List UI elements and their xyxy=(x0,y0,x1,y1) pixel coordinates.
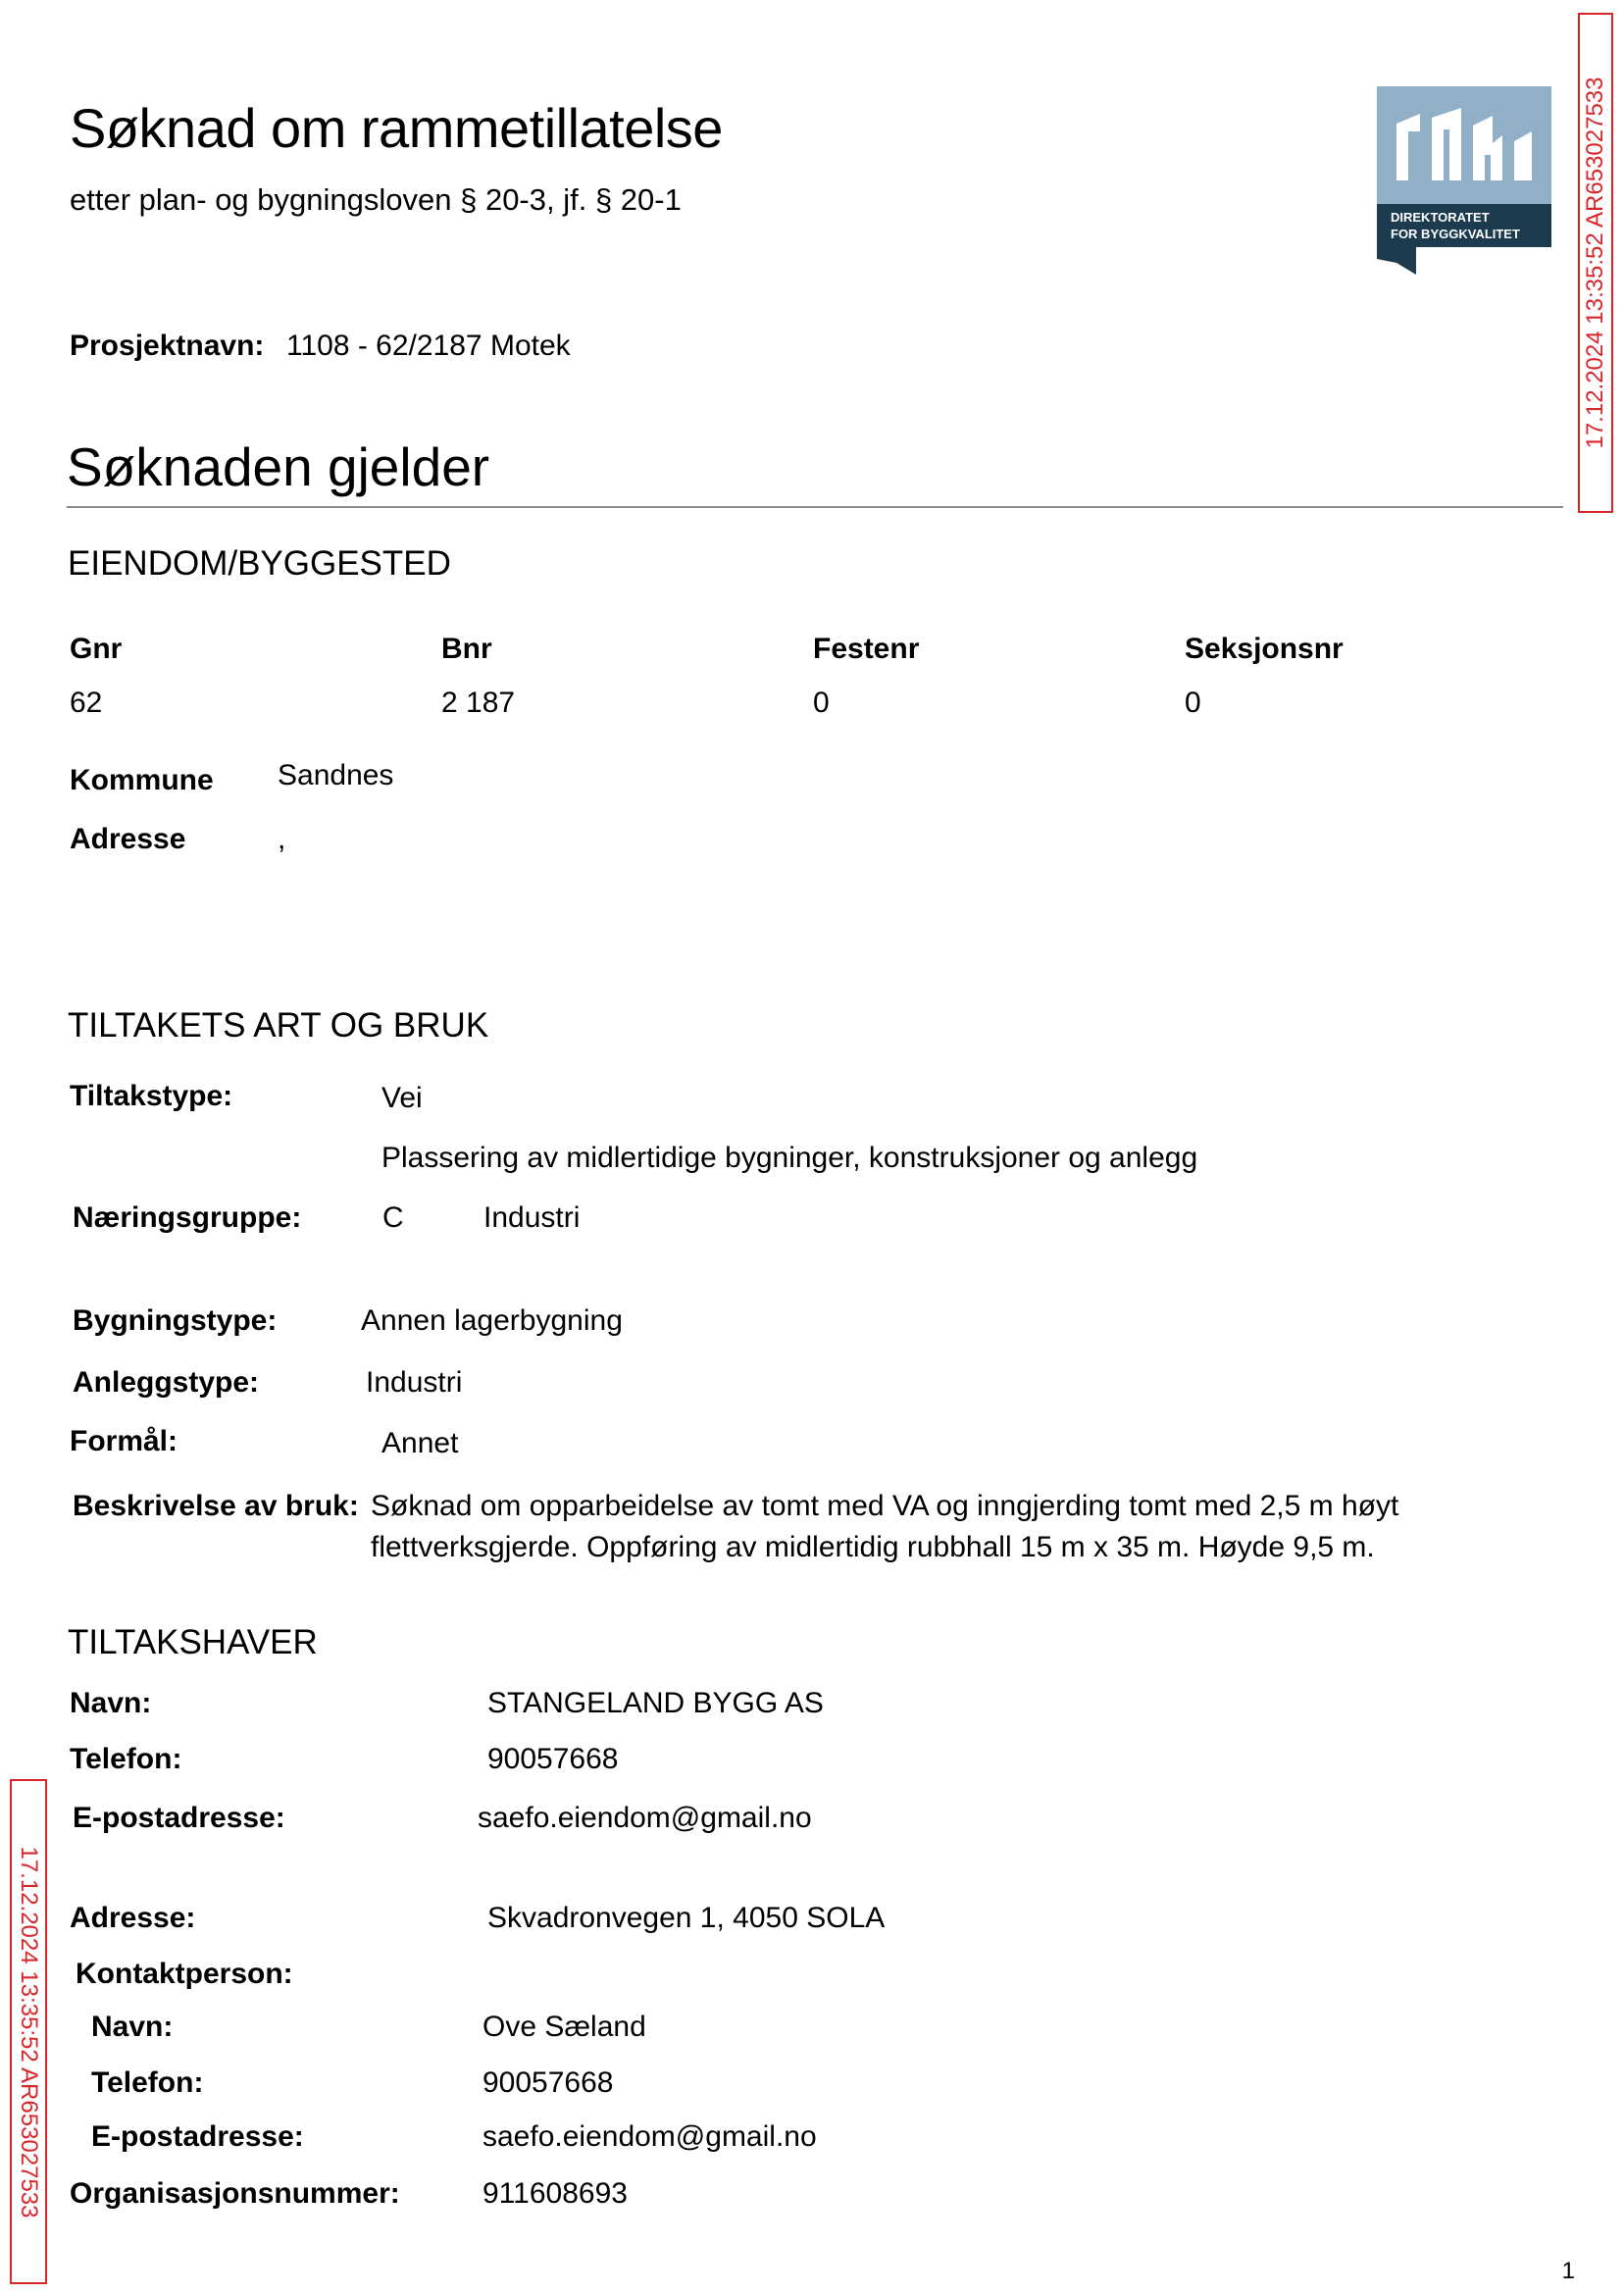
owner-phone-value: 90057668 xyxy=(487,1743,619,1775)
project-value: 1108 - 62/2187 Motek xyxy=(286,330,571,362)
orgnr-value: 911608693 xyxy=(482,2177,628,2210)
tiltakstype-value-2: Plassering av midlertidige bygninger, konstruksjoner og anlegg xyxy=(381,1142,1198,1174)
beskrivelse-line-2: flettverksgjerde. Oppføring av midlertidig rubbhall 15 m x 35 m. Høyde 9,5 m. xyxy=(371,1531,1375,1563)
naeringsgruppe-value: Industri xyxy=(483,1201,581,1234)
tiltakstype-label: Tiltakstype: xyxy=(70,1080,233,1112)
owner-name-label: Navn: xyxy=(70,1687,152,1719)
dibk-logo xyxy=(1377,86,1551,275)
owner-phone-label: Telefon: xyxy=(70,1743,182,1775)
festenr-label: Festenr xyxy=(813,633,920,665)
logo-line2: FOR BYGGKVALITET xyxy=(1391,227,1520,241)
seksjonsnr-label: Seksjonsnr xyxy=(1185,633,1344,665)
dibk-logo-graphic xyxy=(1377,86,1551,275)
bnr-value: 2 187 xyxy=(441,687,516,719)
section-heading: Søknaden gjelder xyxy=(67,436,490,497)
owner-heading: TILTAKSHAVER xyxy=(68,1623,318,1661)
stamp-left xyxy=(10,1779,47,2284)
adresse-value: , xyxy=(278,823,286,855)
contact-phone-label: Telefon: xyxy=(91,2066,204,2099)
kommune-label: Kommune xyxy=(70,764,214,796)
contact-person-label: Kontaktperson: xyxy=(76,1958,293,1990)
bnr-label: Bnr xyxy=(441,633,492,665)
logo-line1: DIREKTORATET xyxy=(1391,210,1490,225)
bygningstype-label: Bygningstype: xyxy=(73,1304,278,1337)
adresse-label: Adresse xyxy=(70,823,186,855)
naeringsgruppe-code: C xyxy=(382,1201,404,1234)
naeringsgruppe-label: Næringsgruppe: xyxy=(73,1201,302,1234)
page-number: 1 xyxy=(1561,2258,1575,2284)
seksjonsnr-value: 0 xyxy=(1185,687,1201,719)
anleggstype-label: Anleggstype: xyxy=(73,1366,260,1399)
formaal-label: Formål: xyxy=(70,1425,178,1457)
owner-address-label: Adresse: xyxy=(70,1902,196,1934)
owner-name-value: STANGELAND BYGG AS xyxy=(487,1687,824,1719)
beskrivelse-label: Beskrivelse av bruk: xyxy=(73,1490,359,1522)
gnr-label: Gnr xyxy=(70,633,123,665)
contact-name-value: Ove Sæland xyxy=(482,2011,646,2043)
contact-email-value: saefo.eiendom@gmail.no xyxy=(482,2120,817,2153)
orgnr-label: Organisasjonsnummer: xyxy=(70,2177,400,2210)
festenr-value: 0 xyxy=(813,687,830,719)
stamp-left-text: 17.12.2024 13:35:52 AR653027533 xyxy=(16,1845,42,2218)
project-label: Prosjektnavn: xyxy=(70,330,265,362)
contact-name-label: Navn: xyxy=(91,2011,174,2043)
owner-email-label: E-postadresse: xyxy=(73,1802,285,1834)
beskrivelse-line-1: Søknad om opparbeidelse av tomt med VA og inngjerding tomt med 2,5 m høyt xyxy=(371,1490,1399,1522)
gnr-value: 62 xyxy=(70,687,103,719)
contact-phone-value: 90057668 xyxy=(482,2066,614,2099)
owner-email-value: saefo.eiendom@gmail.no xyxy=(478,1802,812,1834)
contact-email-label: E-postadresse: xyxy=(91,2120,304,2153)
stamp-top xyxy=(1578,13,1613,513)
kommune-value: Sandnes xyxy=(278,759,394,791)
owner-address-value: Skvadronvegen 1, 4050 SOLA xyxy=(487,1902,886,1934)
document-title: Søknad om rammetillatelse xyxy=(70,97,723,159)
stamp-top-text: 17.12.2024 13:35:52 AR653027533 xyxy=(1582,76,1608,449)
anleggstype-value: Industri xyxy=(366,1366,463,1399)
bygningstype-value: Annen lagerbygning xyxy=(361,1304,623,1337)
formaal-value: Annet xyxy=(381,1427,459,1459)
document-subtitle: etter plan- og bygningsloven § 20-3, jf. § 20-1 xyxy=(70,182,682,217)
property-heading: EIENDOM/BYGGESTED xyxy=(68,544,451,583)
measure-heading: TILTAKETS ART OG BRUK xyxy=(68,1006,489,1045)
section-divider xyxy=(67,506,1563,508)
tiltakstype-value-1: Vei xyxy=(381,1082,423,1114)
